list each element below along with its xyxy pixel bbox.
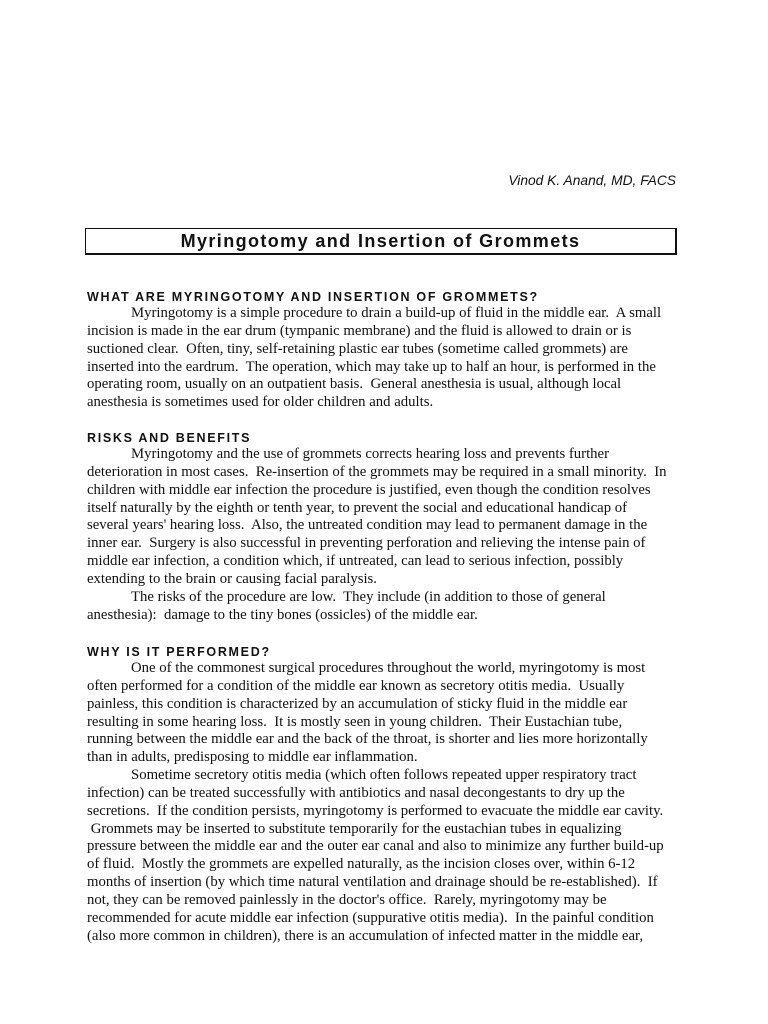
paragraph xyxy=(87,660,687,767)
paragraph-line: deterioration in most cases. Re-insertion of the grommets may be required in a small minority. In xyxy=(87,463,667,480)
paragraph-line: pressure between the middle ear and the outer ear canal and also to minimize any further build-up xyxy=(87,838,664,855)
paragraph-line: secretions. If the condition persists, myringotomy is performed to evacuate the middle ear cavity. xyxy=(87,802,664,819)
paragraph-line: children with middle ear infection the procedure is justified, even though the condition resolves xyxy=(87,481,651,498)
author-line: Vinod K. Anand, MD, FACS xyxy=(508,173,676,188)
paragraph-line: (also more common in children), there is an accumulation of infected matter in the middle ear, xyxy=(87,927,644,944)
paragraph-line: incision is made in the ear drum (tympanic membrane) and the fluid is allowed to drain or is xyxy=(87,322,632,339)
paragraph-line: several years' hearing loss. Also, the untreated condition may lead to permanent damage in the xyxy=(87,517,648,534)
paragraph-line: itself naturally by the eighth or tenth year, to prevent the social and educational handicap of xyxy=(87,499,628,516)
paragraph-line: inner ear. Surgery is also successful in preventing perforation and relieving the intense pain of xyxy=(87,535,646,552)
paragraph-line: One of the commonest surgical procedures throughout the world, myringotomy is most xyxy=(131,660,646,676)
paragraph-line: Myringotomy is a simple procedure to drain a build-up of fluid in the middle ear. A small xyxy=(131,305,662,321)
paragraph-line: suctioned clear. Often, tiny, self-retaining plastic ear tubes (sometime called grommets) are xyxy=(87,340,628,357)
paragraph-line: anesthesia is sometimes used for older children and adults. xyxy=(87,394,434,411)
title-box xyxy=(85,228,677,255)
paragraph-line: anesthesia): damage to the tiny bones (ossicles) of the middle ear. xyxy=(87,606,478,623)
paragraph-line: resulting in some hearing loss. It is mostly seen in young children. Their Eustachian tube, xyxy=(87,713,623,730)
paragraph-line: of fluid. Mostly the grommets are expelled naturally, as the incision closes over, within 6-12 xyxy=(87,856,636,873)
paragraph xyxy=(87,305,687,412)
paragraph-line: not, they can be removed painlessly in the doctor's office. Rarely, myringotomy may be xyxy=(87,891,607,908)
paragraph-line: Grommets may be inserted to substitute temporarily for the eustachian tubes in equalizing xyxy=(87,820,622,837)
paragraph-line: painless, this condition is characterized by an accumulation of sticky fluid in the middle ear xyxy=(87,695,628,712)
paragraph xyxy=(87,446,687,589)
paragraph xyxy=(87,767,687,945)
section-heading: WHY IS IT PERFORMED? xyxy=(87,645,271,659)
section-risks-benefits xyxy=(87,431,687,624)
paragraph-line: extending to the brain or causing facial paralysis. xyxy=(87,570,377,587)
section-heading: RISKS AND BENEFITS xyxy=(87,431,252,445)
paragraph-line: running between the middle ear and the back of the throat, is shorter and lies more horizontally xyxy=(87,731,648,748)
section-heading: WHAT ARE MYRINGOTOMY AND INSERTION OF GROMMETS? xyxy=(87,290,539,304)
document-title: Myringotomy and Insertion of Grommets xyxy=(180,231,581,251)
paragraph-line: months of insertion (by which time natural ventilation and drainage should be re-established). If xyxy=(87,874,658,891)
paragraph-line: Sometime secretory otitis media (which often follows repeated upper respiratory tract xyxy=(131,767,637,784)
section-why-performed xyxy=(87,645,687,946)
paragraph-line: recommended for acute middle ear infection (suppurative otitis media). In the painful condition xyxy=(87,909,654,926)
paragraph-line: The risks of the procedure are low. They include (in addition to those of general xyxy=(131,588,606,605)
paragraph-line: Myringotomy and the use of grommets corrects hearing loss and prevents further xyxy=(131,446,610,462)
paragraph-line: middle ear infection, a condition which, if untreated, can lead to serious infection, possibly xyxy=(87,553,624,570)
paragraph-line: infection) can be treated successfully with antibiotics and nasal decongestants to dry up the xyxy=(87,784,625,801)
paragraph-line: often performed for a condition of the middle ear known as secretory otitis media. Usually xyxy=(87,677,625,694)
paragraph-line: inserted into the eardrum. The operation, which may take up to half an hour, is performed in the xyxy=(87,358,656,375)
paragraph xyxy=(87,589,687,625)
paragraph-line: operating room, usually on an outpatient basis. General anesthesia is usual, although local xyxy=(87,376,622,393)
section-what-are xyxy=(87,290,687,412)
paragraph-line: than in adults, predisposing to middle ear inflammation. xyxy=(87,749,418,766)
